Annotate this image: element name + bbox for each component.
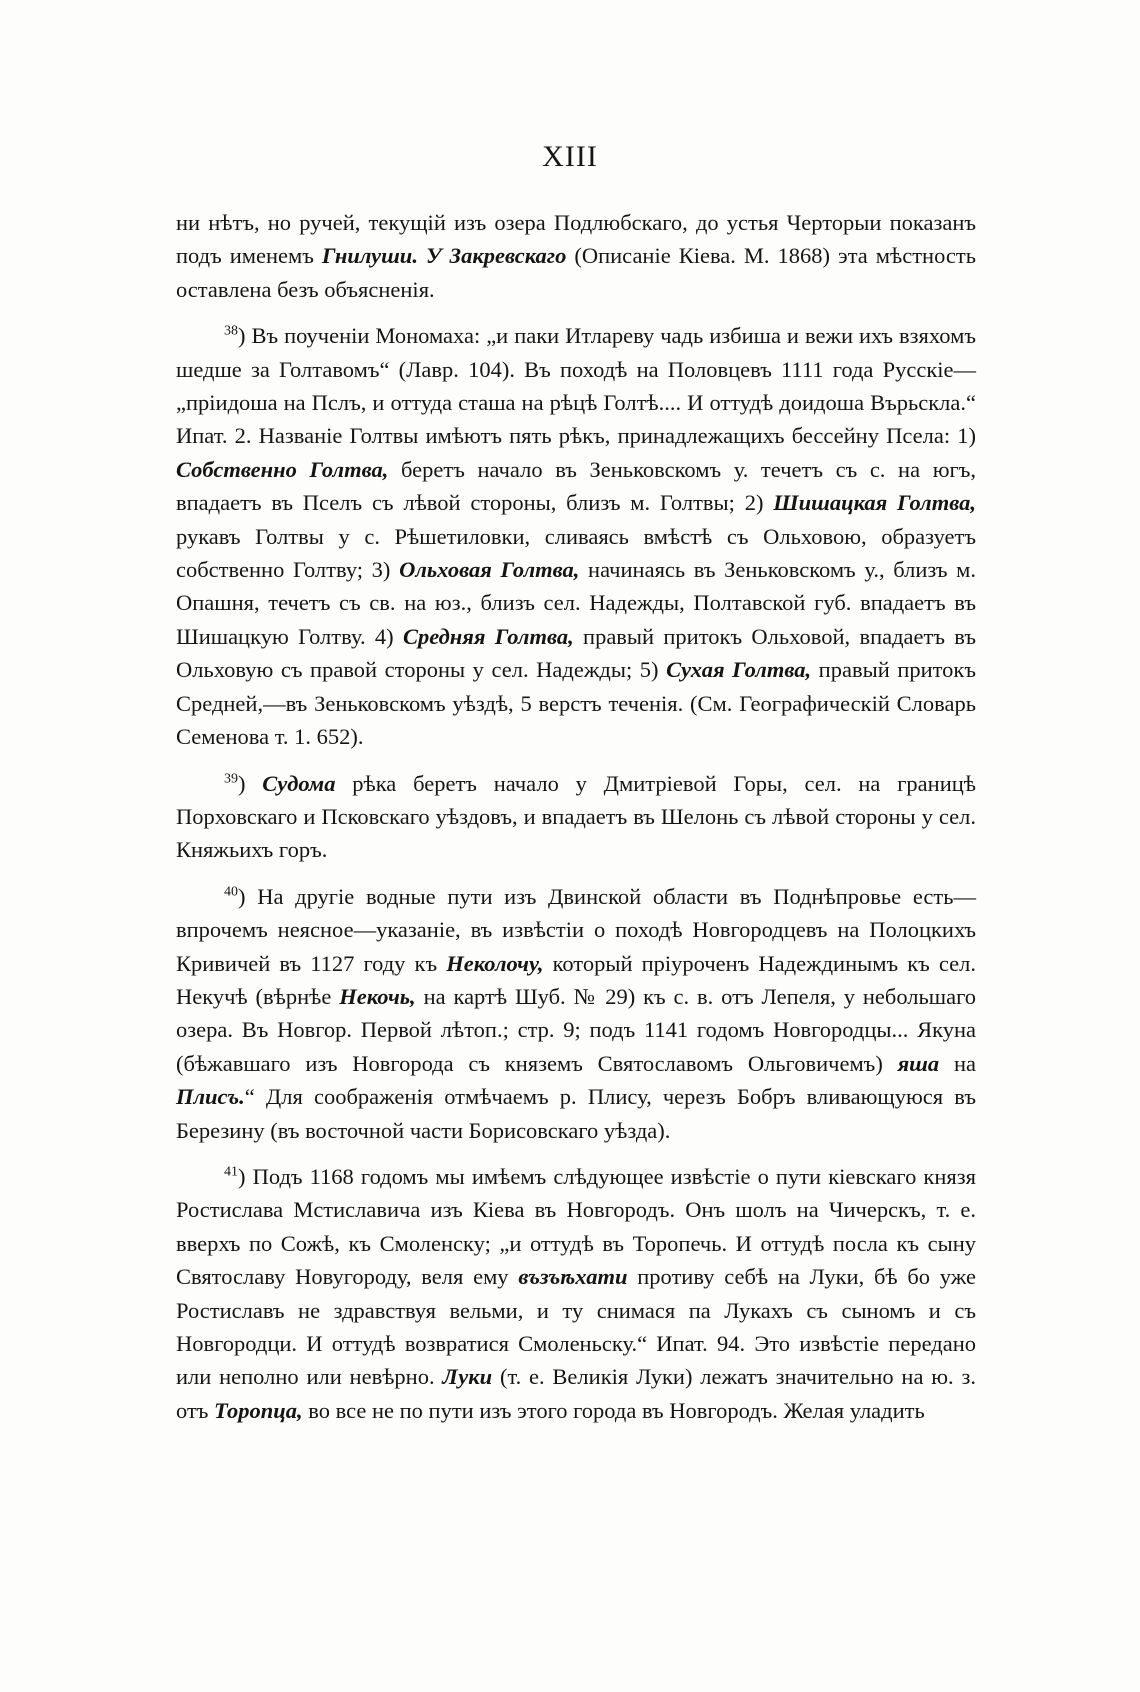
text-run bbox=[246, 771, 263, 796]
text-run: который пріуроченъ Надеждинымъ къ сел. Некучѣ (вѣрнѣе bbox=[176, 950, 976, 1009]
page-number: XIII bbox=[542, 140, 598, 173]
text-run: правый притокъ Средней,—въ Зеньковскомъ уѣздѣ, 5 верстъ теченія. (См. Географическій Словарь Семенова т. 1. 652). bbox=[176, 657, 976, 750]
footnote-paren: ) bbox=[238, 770, 246, 796]
footnote-39 bbox=[176, 767, 976, 867]
italic-term: Торопца, bbox=[214, 1397, 303, 1423]
text-run: начинаясь въ Зеньковскомъ у., близъ м. Опашня, течетъ съ св. на юз., близъ сел. Надежды, Полтавской губ. впадаетъ въ Шишацкую Голтву. 4) bbox=[176, 557, 977, 649]
page-text bbox=[176, 206, 976, 1427]
continued-paragraph bbox=[176, 206, 976, 306]
footnote-paren: ) bbox=[238, 1163, 246, 1189]
text-run: на картѣ Шуб. № 29) къ с. в. отъ Лепеля, у небольшаго озера. Въ Новгор. Первой лѣтоп.; стр. 9; подъ 1141 годомъ Новгородцы... Якуна (бѣжавшаго изъ Новгорода съ княземъ Святославомъ Ольговичемъ) bbox=[176, 983, 976, 1076]
footnote-41 bbox=[176, 1160, 976, 1427]
text-run: на bbox=[939, 1050, 976, 1076]
footnote-marker: 39 bbox=[224, 771, 238, 786]
italic-term: Гнилуши. bbox=[321, 243, 418, 269]
text-run: “ Для соображенія отмѣчаемъ р. Плису, черезъ Бобръ вливающуюся въ Березину (въ восточной части Борисовскаго уѣзда). bbox=[176, 1084, 976, 1143]
italic-term: Шишацкая Голтва, bbox=[773, 490, 976, 516]
italic-term: яша bbox=[897, 1050, 940, 1076]
italic-term: У Закревскаго bbox=[425, 243, 567, 269]
text-run: Подъ 1168 годомъ мы имѣемъ слѣдующее извѣстіе о пути кіевскаго князя Ростислава Мстиславича изъ Кіева въ Новгородъ. Онъ шолъ на Чичерскъ, т. е. вверхъ по Сожѣ, къ Смоленску; „и оттудѣ въ Торопечь. И оттудѣ посла къ сыну Святославу Новугороду, веля ему bbox=[176, 1163, 976, 1290]
text-run: (т. е. Великія Луки) лежатъ значительно на ю. з. отъ bbox=[176, 1364, 976, 1423]
text-run: правый притокъ Ольховой, впадаетъ въ Ольховую съ правой стороны у сел. Надежды; 5) bbox=[176, 623, 976, 683]
footnote-paren: ) bbox=[238, 323, 246, 349]
italic-term: Неколочу, bbox=[446, 950, 544, 976]
text-run: рѣка беретъ начало у Дмитріевой Горы, сел. на границѣ Порховскаго и Псковскаго уѣздовъ, и впадаетъ въ Шелонь съ лѣвой стороны у сел. Княжьихъ горъ. bbox=[176, 770, 976, 863]
italic-term: Судома bbox=[262, 770, 336, 796]
footnote-38 bbox=[176, 319, 976, 753]
text-run bbox=[418, 243, 426, 268]
text-run: Въ поученіи Мономаха: „и паки Итлареву чадь избиша и вежи ихъ взяхомъ шедше за Голтавомъ“ (Лавр. 104). Въ походѣ на Половцевъ 1111 года Русскіе—„пріидоша на Пслъ, и оттуда сташа на рѣцѣ Голтѣ.... И оттудѣ доидоша Върьскла.“ Ипат. 2. Названіе Голтвы имѣютъ пять рѣкъ, принадлежащихъ бессейну Псела: 1) bbox=[176, 323, 976, 449]
text-run: (Описаніе Кіева. М. 1868) эта мѣстность оставлена безъ объясненія. bbox=[176, 243, 976, 302]
footnote-marker: 41 bbox=[224, 1164, 238, 1180]
text-run: ни нѣтъ, но ручей, текущій изъ озера Подлюбскаго, до устья Черторыи показанъ подъ именемъ bbox=[176, 210, 976, 269]
italic-term: Средняя Голтва, bbox=[402, 623, 574, 649]
footnote-paren: ) bbox=[238, 883, 246, 909]
italic-term: Луки bbox=[442, 1364, 493, 1390]
italic-term: Сухая Голтва, bbox=[666, 657, 812, 683]
text-run: противу себѣ на Луки, бѣ бо уже Ростиславъ не здравствуя вельми, и ту снимася па Лукахъ съ сыномъ и съ Новгородци. И оттудѣ возвратися Смоленьску.“ Ипат. 94. Это извѣстіе передано или неполно или невѣрно. bbox=[176, 1264, 976, 1390]
text-run: рукавъ Голтвы у с. Рѣшетиловки, сливаясь вмѣстѣ съ Ольховою, образуетъ собственно Голтву; 3) bbox=[176, 523, 976, 583]
footnote-marker: 38 bbox=[224, 323, 238, 339]
italic-term: Некочь, bbox=[339, 983, 416, 1009]
text-run: На другіе водные пути изъ Двинской области въ Поднѣпровье есть—впрочемъ неясное—указаніе, въ извѣстіи о походѣ Новгородцевъ на Полоцкихъ Кривичей въ 1127 году къ bbox=[176, 883, 976, 976]
text-run: во все не по пути изъ этого города въ Новгородъ. Желая уладить bbox=[302, 1397, 925, 1423]
italic-term: възъѣхати bbox=[518, 1264, 628, 1290]
footnote-marker: 40 bbox=[224, 884, 238, 900]
italic-term: Плисъ. bbox=[176, 1084, 245, 1110]
italic-term: Ольховая Голтва, bbox=[399, 557, 580, 583]
text-run: беретъ начало въ Зеньковскомъ у. течетъ съ с. на югъ, впадаетъ въ Пселъ съ лѣвой стороны, близъ м. Голтвы; 2) bbox=[176, 456, 976, 516]
footnote-40 bbox=[176, 880, 976, 1147]
italic-term: Собственно Голтва, bbox=[176, 456, 389, 482]
